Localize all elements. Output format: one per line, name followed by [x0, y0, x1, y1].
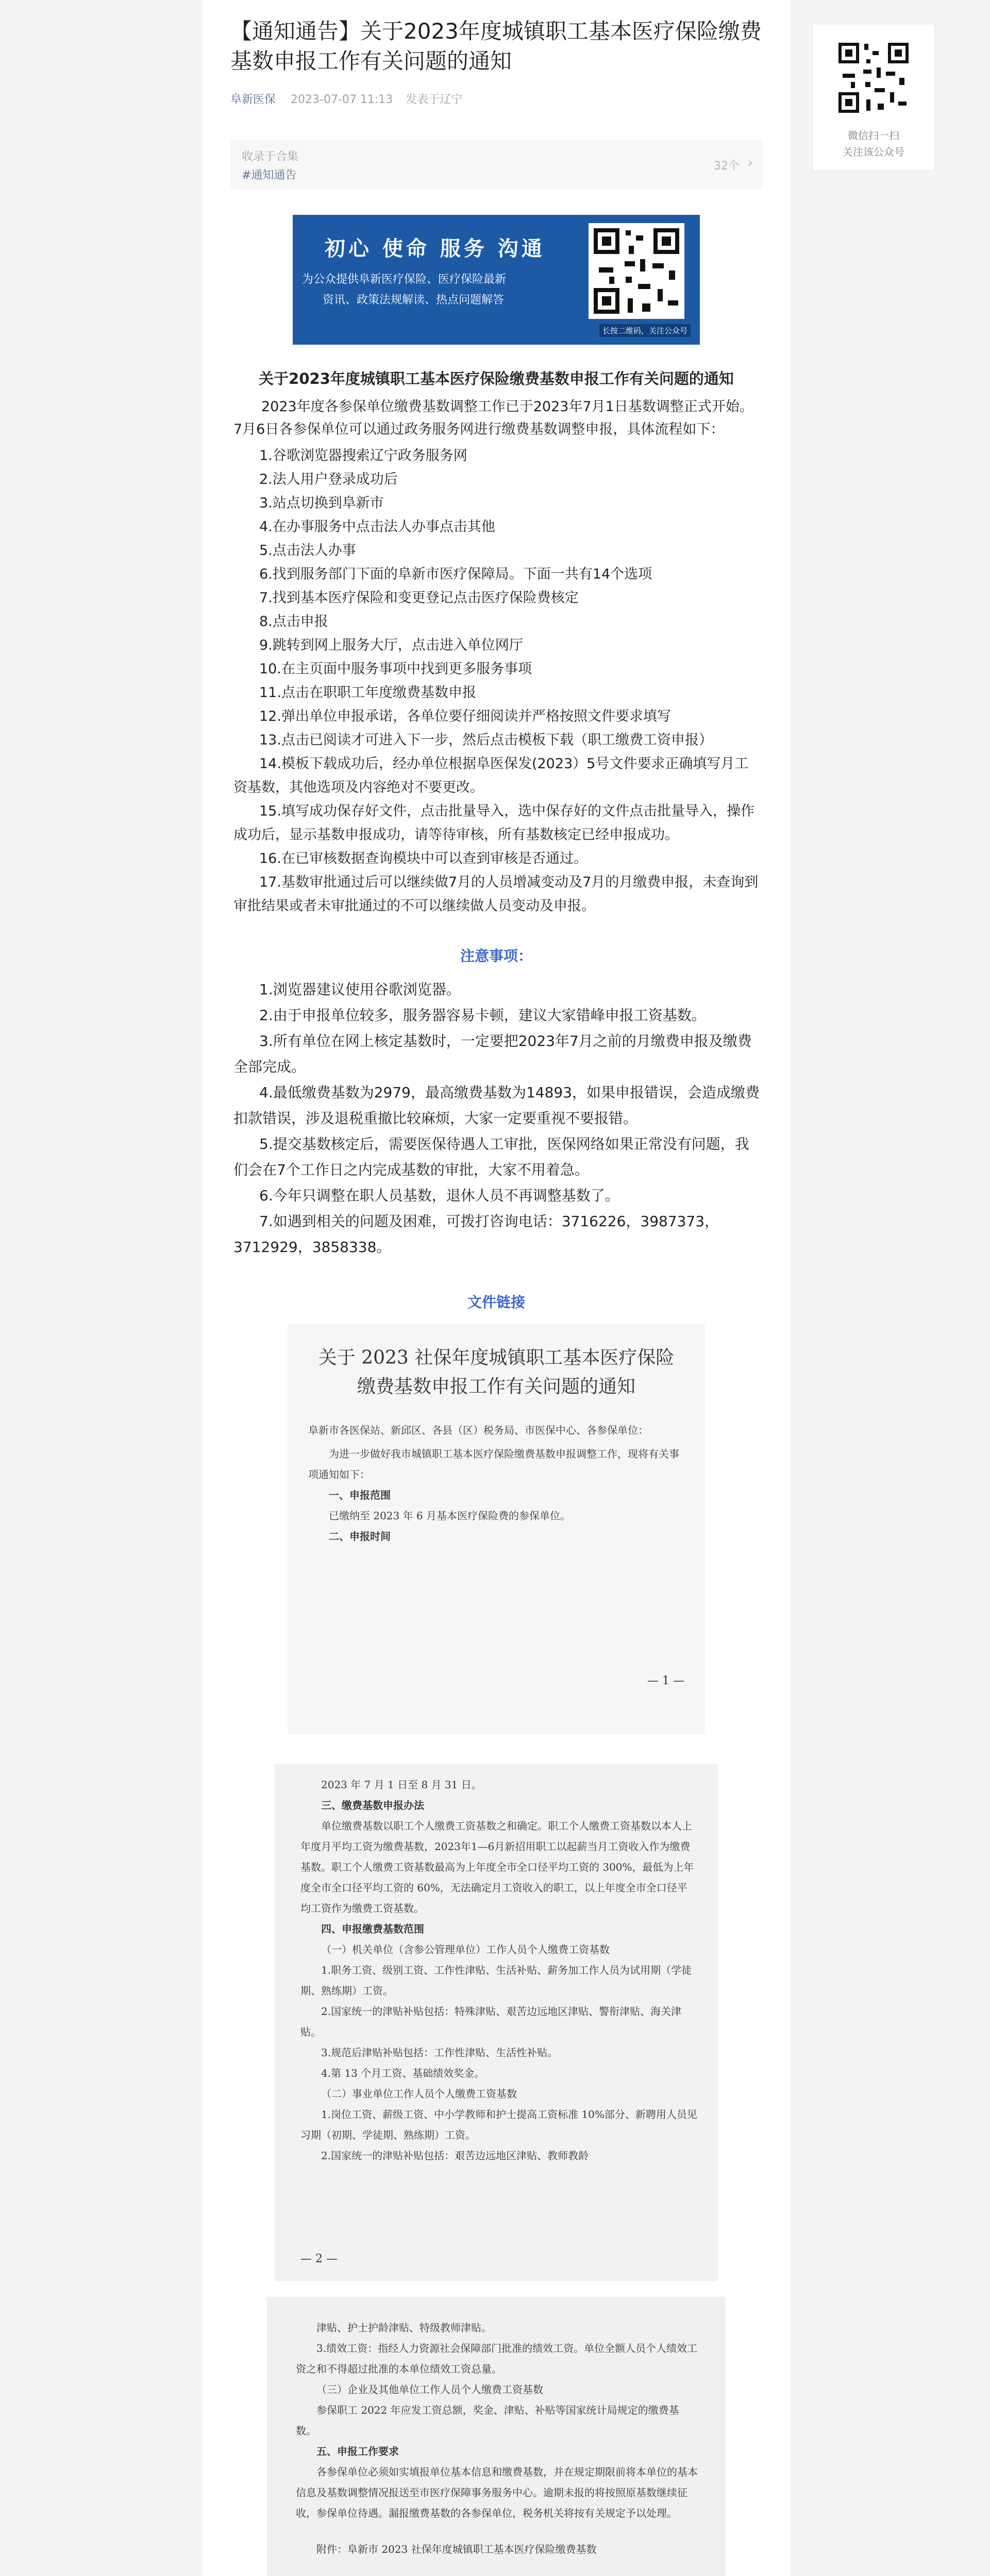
- follow-qr-panel: [812, 24, 935, 171]
- account-name-link[interactable]: 阜新医保: [230, 93, 276, 106]
- doc3-paragraph: （三）企业及其他单位工作人员个人缴费工资基数: [316, 2383, 543, 2396]
- doc1-heading-1: 一、申报范围: [329, 1489, 391, 1501]
- doc1-paragraph: 为进一步做好我市城镇职工基本医疗保险缴费基数申报调整工作，现将有关事项通知如下：: [308, 1448, 679, 1481]
- doc2-paragraph: 3.规范后津贴补贴包括：工作性津贴、生活性补贴。: [321, 2046, 558, 2059]
- notice-item: 7.如遇到相关的问题及困难，可拨打咨询电话：3716226，3987373，3712929，3858338。: [233, 1213, 719, 1256]
- banner-qr-caption: 长按二维码，关注公众号: [599, 324, 691, 337]
- promo-banner: [293, 215, 700, 345]
- file-link-heading: 文件链接: [467, 1294, 525, 1311]
- banner-slogan: 初心 使命 服务 沟通: [325, 237, 545, 261]
- document-image-page-1[interactable]: [288, 1324, 705, 1734]
- chevron-right-icon: ›: [747, 155, 753, 171]
- publish-date: 2023-07-07 11:13: [291, 93, 393, 106]
- doc2-paragraph: 1.岗位工资、薪级工资、中小学教师和护士提高工资标准 10%部分、新聘用人员见习期（初期、学徒期、熟练期）工资。: [300, 2108, 697, 2141]
- banner-qr-code-icon: [589, 223, 684, 319]
- step-item: 1.谷歌浏览器搜索辽宁政务服务网: [259, 448, 467, 464]
- notice-item: 2.由于申报单位较多，服务器容易卡顿，建议大家错峰申报工资基数。: [259, 1007, 706, 1024]
- step-item: 17.基数审批通过后可以继续做7月的人员增减变动及7月的月缴费申报，未查询到审批结果或者未审批通过的不可以继续做人员变动及申报。: [233, 874, 759, 914]
- step-item: 9.跳转到网上服务大厅，点击进入单位网厅: [259, 637, 523, 653]
- doc3-heading-5: 五、申报工作要求: [316, 2445, 399, 2458]
- doc1-paragraph: 已缴纳至 2023 年 6 月基本医疗保险费的参保单位。: [329, 1510, 571, 1522]
- doc2-paragraph: 1.职务工资、级别工资、工作性津贴、生活补贴、薪务加工作人员为试用期（学徒期、熟练期）工资。: [300, 1964, 692, 1997]
- intro-paragraph: 2023年度各参保单位缴费基数调整工作已于2023年7月1日基数调整正式开始。7月6日各参保单位可以通过政务服务网进行缴费基数调整申报，具体流程如下：: [233, 399, 753, 437]
- doc3-paragraph: 津贴、护士护龄津贴、特级教师津贴。: [316, 2321, 492, 2334]
- doc1-title-line-2: 缴费基数申报工作有关问题的通知: [357, 1376, 635, 1397]
- article-meta: [230, 91, 762, 107]
- step-item: 10.在主页面中服务事项中找到更多服务事项: [259, 661, 532, 677]
- collection-tag-link[interactable]: #通知通告: [242, 169, 297, 182]
- doc2-paragraph: 2023 年 7 月 1 日至 8 月 31 日。: [321, 1778, 482, 1791]
- doc3-paragraph: 各参保单位必须如实填报单位基本信息和缴费基数，并在规定期限前将本单位的基本信息及基数调整情况报送至市医疗保障事务服务中心。逾期未报的将按照原基数继续征收，参保单位待遇。漏报缴费基数的各参保单位，税务机关将按有关规定予以处理。: [296, 2466, 698, 2519]
- step-item: 11.点击在职职工年度缴费基数申报: [259, 685, 476, 701]
- step-item: 7.找到基本医疗保险和变更登记点击医疗保险费核定: [259, 590, 579, 606]
- step-item: 5.点击法人办事: [259, 543, 356, 558]
- notice-item: 6.今年只调整在职人员基数，退休人员不再调整基数了。: [259, 1187, 619, 1204]
- doc1-heading-2: 二、申报时间: [329, 1530, 391, 1543]
- doc2-paragraph: （二）事业单位工作人员个人缴费工资基数: [321, 2088, 517, 2100]
- article-title: 【通知通告】关于2023年度城镇职工基本医疗保险缴费基数申报工作有关问题的通知: [230, 19, 762, 74]
- collection-card[interactable]: [230, 140, 762, 189]
- qr-instruction-line-1: 微信扫一扫: [848, 129, 899, 142]
- notice-heading: 注意事项：: [460, 947, 532, 964]
- doc2-heading-4: 四、申报缴费基数范围: [321, 1923, 424, 1935]
- notice-item: 1.浏览器建议使用谷歌浏览器。: [259, 981, 461, 998]
- doc2-paragraph: 4.第 13 个月工资、基础绩效奖金。: [321, 2067, 485, 2079]
- step-item: 2.法人用户登录成功后: [259, 471, 398, 487]
- qr-code-icon: [835, 40, 912, 116]
- doc2-heading-3: 三、缴费基数申报办法: [321, 1799, 424, 1811]
- doc1-title-line-1: 关于 2023 社保年度城镇职工基本医疗保险: [318, 1347, 675, 1368]
- step-item: 4.在办事服务中点击法人办事点击其他: [259, 519, 495, 535]
- procedure-steps: [230, 444, 762, 918]
- step-item: 6.找到服务部门下面的阜新市医疗保障局。下面一共有14个选项: [259, 566, 652, 582]
- doc2-paragraph: 2.国家统一的津贴补贴包括：艰苦边远地区津贴、教师教龄: [321, 2149, 589, 2162]
- banner-line-2: 资讯、政策法规解读、热点问题解答: [323, 294, 505, 307]
- notice-item: 5.提交基数核定后，需要医保待遇人工审批，医保网络如果正常没有问题，我们会在7个工作日之内完成基数的审批，大家不用着急。: [233, 1136, 749, 1178]
- doc2-paragraph: 单位缴费基数以职工个人缴费工资基数之和确定。职工个人缴费工资基数以本人上年度月平均工资为缴费基数，2023年1—6月新招用职工以起薪当月工资收入作为缴费基数。职工个人缴费工资基数最高为上年度全市全口径平均工资的 300%，最低为上年度全市全口径平均工资的 60%，无法确定月工资收入的职工，以上年度全市全口径平均工资作为缴费工资基数。: [300, 1820, 694, 1914]
- notice-item: 3.所有单位在网上核定基数时，一定要把2023年7月之前的月缴费申报及缴费全部完成。: [233, 1032, 752, 1075]
- notice-list: [230, 977, 762, 1260]
- document-image-page-3[interactable]: [267, 2297, 726, 2576]
- step-item: 13.点击已阅读才可进入下一步，然后点击模板下载（职工缴费工资申报）: [259, 732, 713, 748]
- doc1-page-number: — 1 —: [647, 1674, 684, 1687]
- collection-count: 32个: [714, 160, 740, 173]
- step-item: 16.在已审核数据查询模块中可以查到审核是否通过。: [259, 851, 588, 867]
- step-item: 3.站点切换到阜新市: [259, 495, 384, 511]
- step-item: 14.模板下载成功后，经办单位根据阜医保发(2023）5号文件要求正确填写月工资基数，其他选项及内容绝对不要更改。: [233, 756, 749, 795]
- collection-label: 收录于合集: [242, 150, 299, 163]
- doc3-paragraph: 3.绩效工资：指经人力资源社会保障部门批准的绩效工资。单位全额人员个人绩效工资之和不得超过批准的本单位绩效工资总量。: [296, 2342, 698, 2375]
- doc3-attachment-note: 附件：阜新市 2023 社保年度城镇职工基本医疗保险缴费基数: [316, 2543, 597, 2555]
- banner-line-1: 为公众提供阜新医疗保险、医疗保险最新: [302, 273, 507, 286]
- doc3-paragraph: 参保职工 2022 年应发工资总额，奖金、津贴、补贴等国家统计局规定的缴费基数。: [296, 2404, 679, 2437]
- publish-location: 发表于辽宁: [406, 93, 463, 106]
- article-container: [203, 0, 790, 2576]
- document-image-page-2[interactable]: [275, 1764, 718, 2281]
- qr-instruction-line-2: 关注该公众号: [843, 146, 904, 158]
- doc2-page-number: — 2 —: [300, 2252, 338, 2265]
- step-item: 15.填写成功保存好文件，点击批量导入，选中保存好的文件点击批量导入，操作成功后，显示基数申报成功，请等待审核，所有基数核定已经申报成功。: [233, 803, 754, 843]
- doc2-paragraph: （一）机关单位（含参公管理单位）工作人员个人缴费工资基数: [321, 1943, 610, 1956]
- doc2-paragraph: 2.国家统一的津贴补贴包括：特殊津贴、艰苦边远地区津贴、警衔津贴、海关津贴。: [300, 2005, 682, 2038]
- notice-item: 4.最低缴费基数为2979，最高缴费基数为14893，如果申报错误，会造成缴费扣款错误，涉及退税重撤比较麻烦，大家一定要重视不要报错。: [233, 1084, 760, 1127]
- step-item: 8.点击申报: [259, 614, 328, 630]
- step-item: 12.弹出单位申报承诺，各单位要仔细阅读并严格按照文件要求填写: [259, 708, 671, 724]
- document-heading: 关于2023年度城镇职工基本医疗保险缴费基数申报工作有关问题的通知: [259, 370, 734, 387]
- doc1-addressee: 阜新市各医保站、新邱区、各县（区）税务局、市医保中心、各参保单位：: [308, 1424, 648, 1436]
